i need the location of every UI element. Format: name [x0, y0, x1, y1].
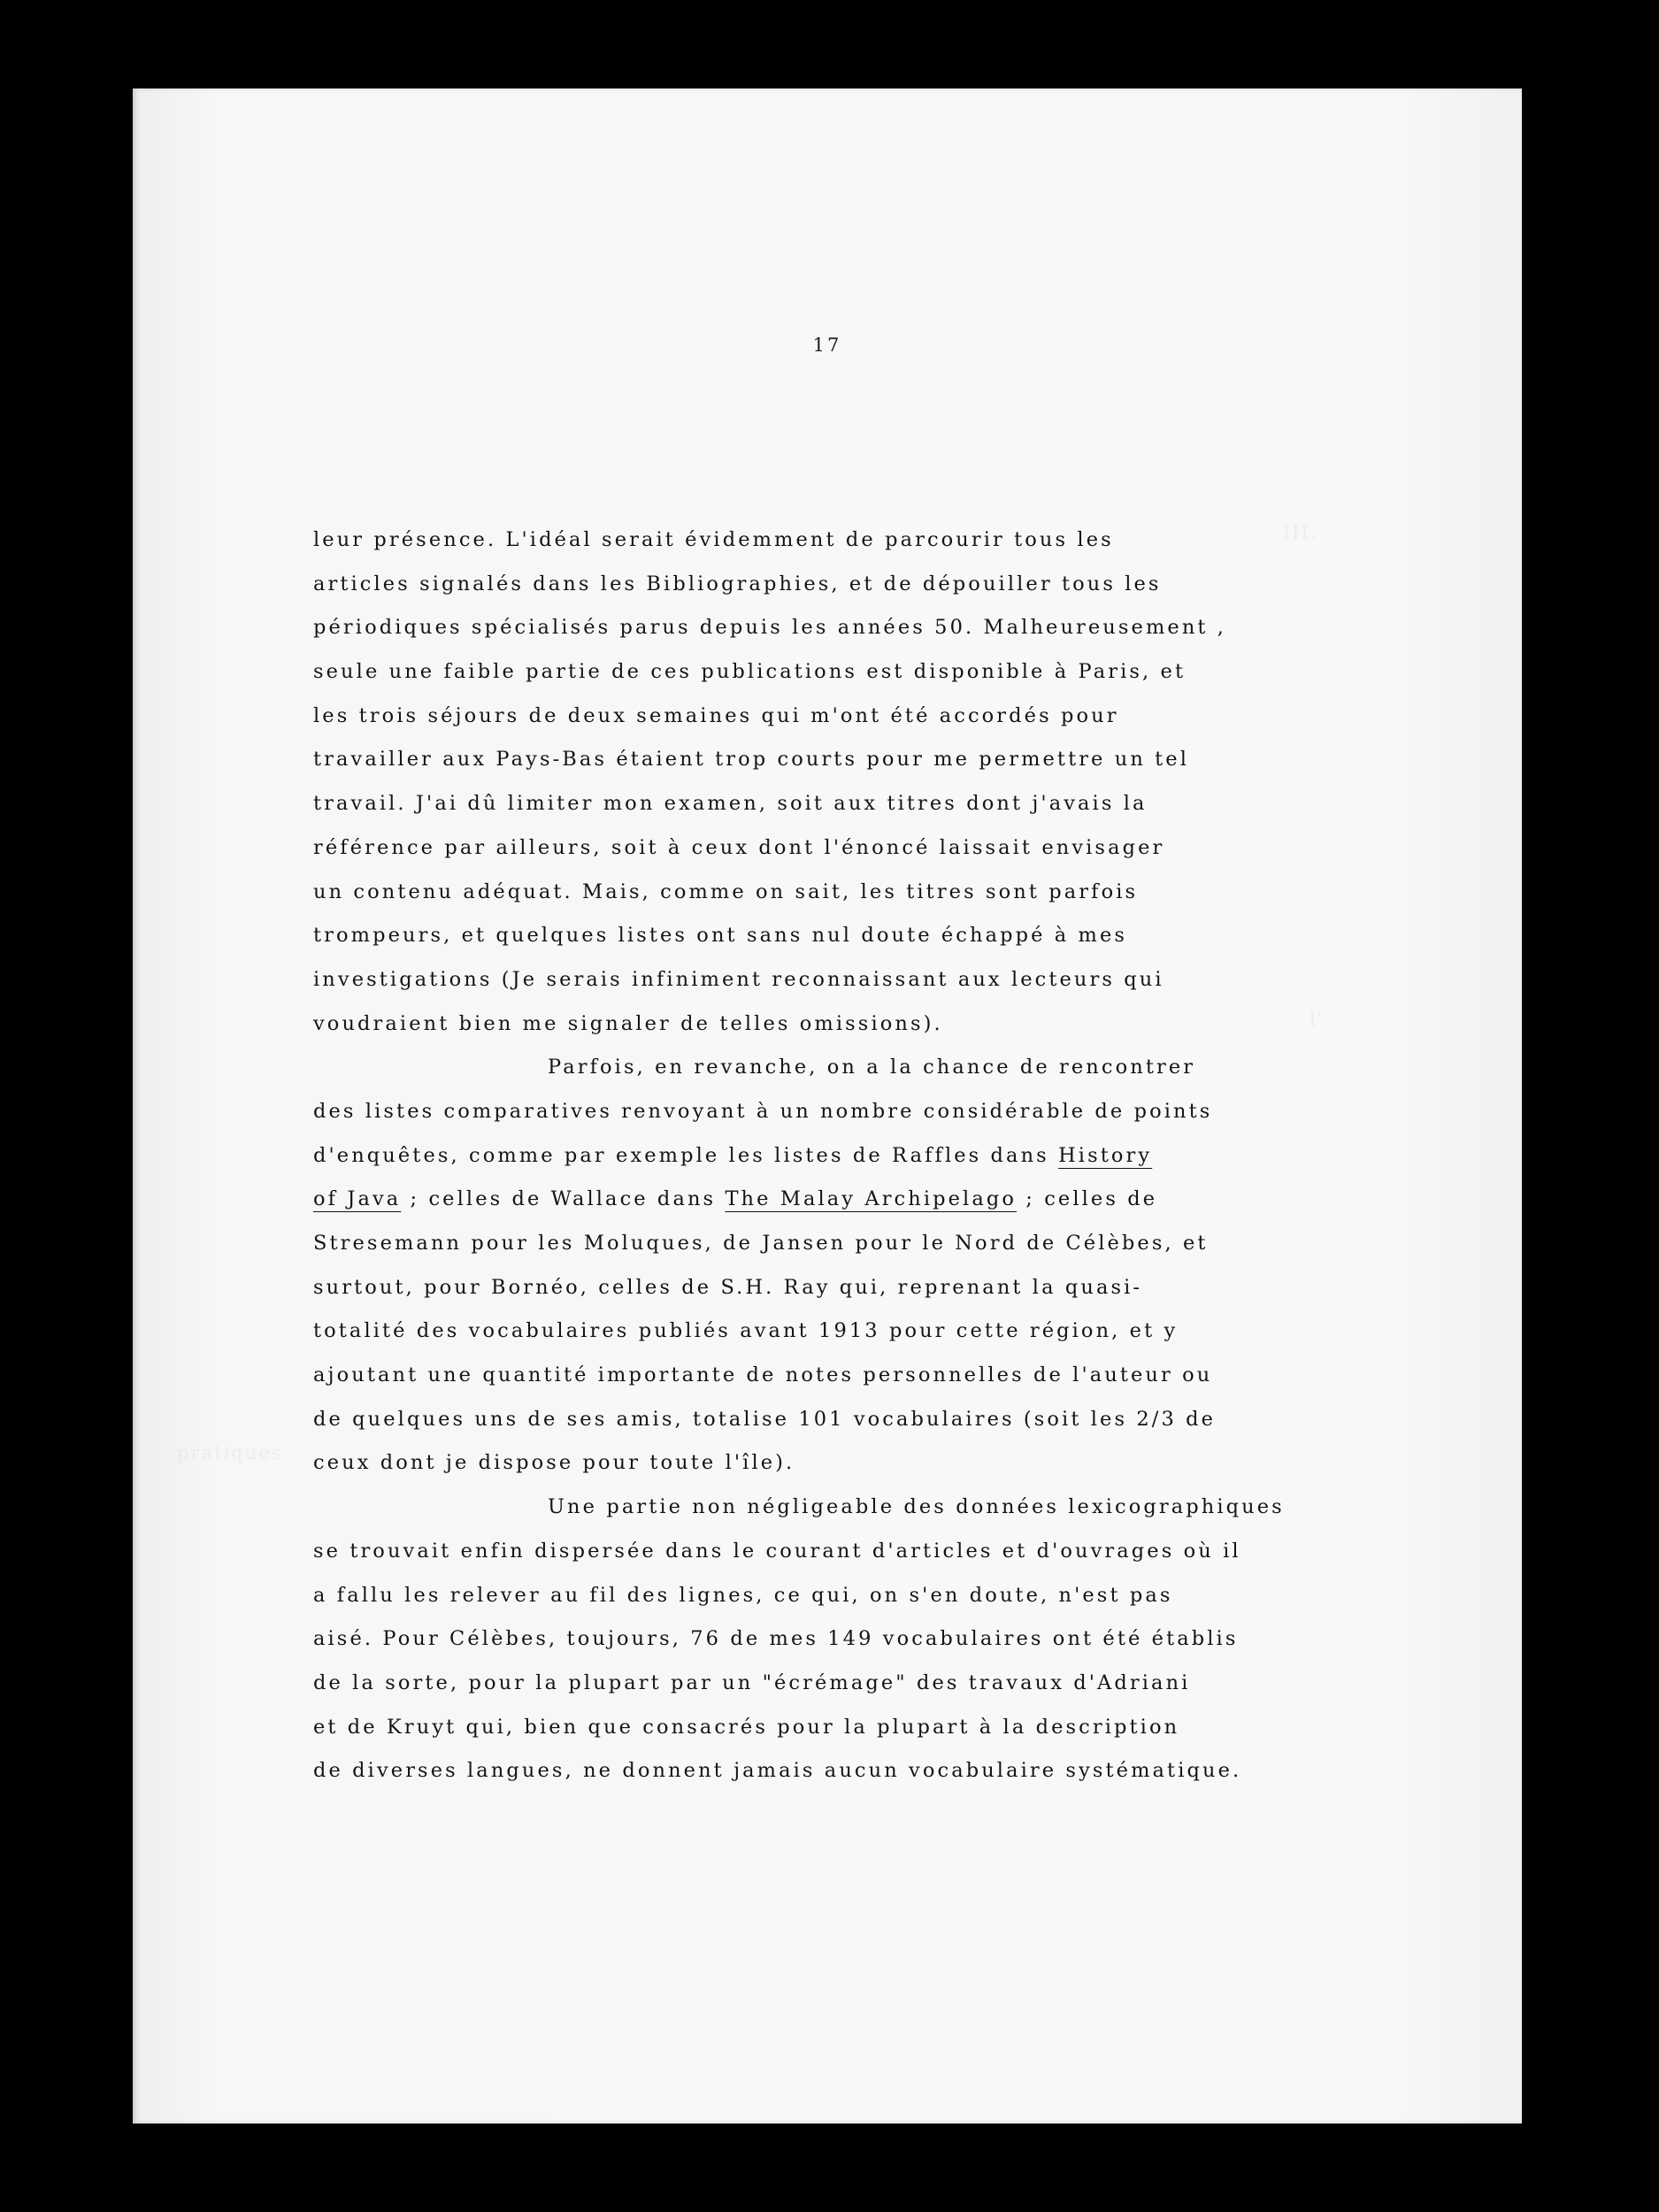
text-line: investigations (Je serais infiniment reconnaissant aux lecteurs qui [313, 967, 1164, 991]
paragraph [313, 518, 1508, 1046]
text-line: voudraient bien me signaler de telles omissions). [313, 1011, 943, 1035]
text-line: de diverses langues, ne donnent jamais aucun vocabulaire systématique. [313, 1759, 1242, 1783]
text-line: trompeurs, et quelques listes ont sans nul doute échappé à mes [313, 924, 1128, 948]
text-line: leur présence. L'idéal serait évidemment de parcourir tous les [313, 528, 1114, 551]
text-line: travailler aux Pays-Bas étaient trop courts pour me permettre un tel [313, 748, 1190, 772]
text-line: of Java ; celles de Wallace dans The Malay Archipelago ; celles de [313, 1187, 1158, 1211]
text-line: un contenu adéquat. Mais, comme on sait, les titres sont parfois [313, 879, 1139, 903]
text-line: aisé. Pour Célèbes, toujours, 76 de mes 149 vocabulaires ont été établis [313, 1627, 1239, 1651]
text-line: travail. J'ai dû limiter mon examen, soit aux titres dont j'avais la [313, 792, 1148, 816]
text-line: a fallu les relever au fil des lignes, ce qui, on s'en doute, n'est pas [313, 1583, 1173, 1607]
book-title: of Java [313, 1187, 402, 1211]
show-through-texture: l' [1310, 1009, 1325, 1030]
text-line: ceux dont je dispose pour toute l'île). [313, 1451, 795, 1475]
text-line: seule une faible partie de ces publications est disponible à Paris, et [313, 660, 1187, 684]
text-line: des listes comparatives renvoyant à un nombre considérable de points [313, 1099, 1213, 1123]
show-through-texture: III. [1283, 522, 1318, 543]
show-through-texture: pratiques [177, 1442, 283, 1463]
text-line: totalité des vocabulaires publiés avant 1913 pour cette région, et y [313, 1319, 1179, 1343]
text-line: se trouvait enfin dispersée dans le courant d'articles et d'ouvrages où il [313, 1539, 1241, 1563]
text-line: de la sorte, pour la plupart par un "écrémage" des travaux d'Adriani [313, 1671, 1191, 1694]
paragraph [313, 1046, 1508, 1486]
text-line: Stresemann pour les Moluques, de Jansen pour le Nord de Célèbes, et [313, 1232, 1209, 1255]
text-line: Parfois, en revanche, on a la chance de rencontrer [548, 1056, 1196, 1079]
text-line: de quelques uns de ses amis, totalise 101 vocabulaires (soit les 2/3 de [313, 1407, 1217, 1431]
text-line: et de Kruyt qui, bien que consacrés pour la plupart à la description [313, 1715, 1180, 1739]
book-title: The Malay Archipelago [725, 1187, 1018, 1211]
text-line: articles signalés dans les Bibliographies, et de dépouiller tous les [313, 572, 1162, 595]
text-line: référence par ailleurs, soit à ceux dont l'énoncé laissait envisager [313, 835, 1165, 859]
body-text [313, 518, 1508, 1793]
document-page [133, 88, 1522, 2124]
text-line: d'enquêtes, comme par exemple les listes de Raffles dans History [313, 1143, 1153, 1167]
text-line: surtout, pour Bornéo, celles de S.H. Ray qui, reprenant la quasi- [313, 1275, 1143, 1299]
text-line: périodiques spécialisés parus depuis les années 50. Malheureusement , [313, 616, 1227, 640]
text-line: Une partie non négligeable des données lexicographiques [548, 1495, 1285, 1519]
paragraph [313, 1486, 1508, 1793]
page-number: 17 [812, 334, 842, 356]
text-line: ajoutant une quantité importante de notes personnelles de l'auteur ou [313, 1363, 1213, 1387]
book-title: History [1058, 1143, 1153, 1167]
text-line: les trois séjours de deux semaines qui m'ont été accordés pour [313, 703, 1119, 727]
